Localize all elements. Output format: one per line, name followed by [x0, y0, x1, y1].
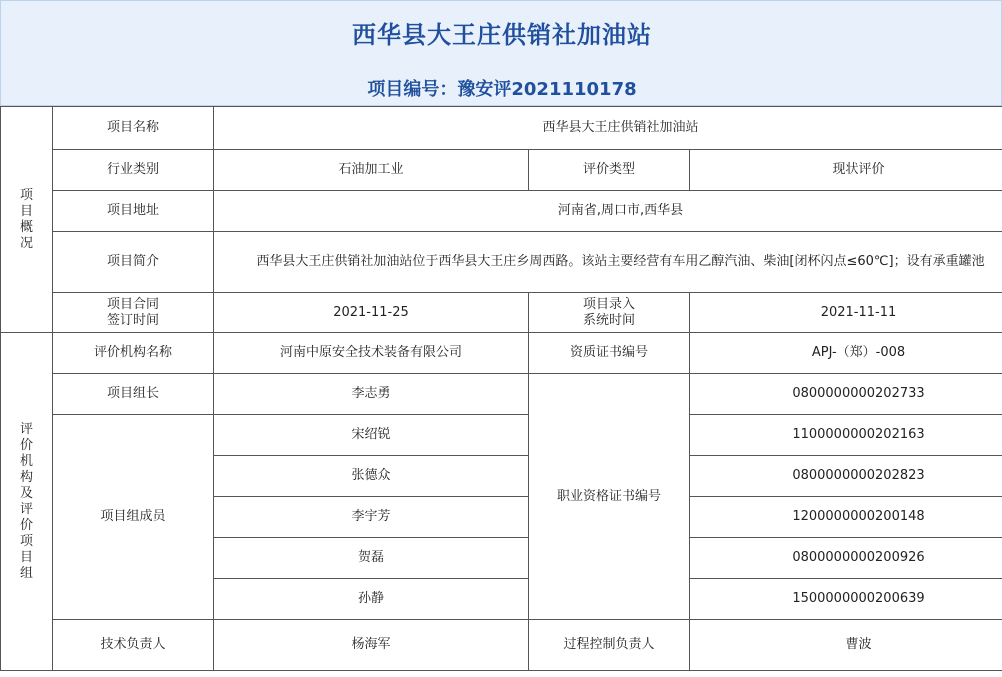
project-number: 项目编号：豫安评2021110178 [367, 79, 637, 100]
industry-value: 石油加工业 [214, 150, 529, 191]
person-name: 李宇芳 [214, 497, 529, 538]
person-cert: 1500000000200639 [690, 579, 1002, 620]
table-row [1, 293, 1002, 333]
address-label: 项目地址 [53, 191, 214, 232]
cert-label: 资质证书编号 [529, 333, 690, 374]
contract-label-line2: 签订时间 [106, 312, 159, 328]
person-cert: 1100000000202163 [690, 415, 1002, 456]
org-name-label: 评价机构名称 [53, 333, 214, 374]
table-row [1, 232, 1002, 293]
contract-time-label [53, 293, 214, 333]
person-name: 宋绍锐 [214, 415, 529, 456]
table-row [1, 620, 1002, 671]
table-row [1, 107, 1002, 150]
address-value: 河南省,周口市,西华县 [214, 191, 1002, 232]
qual-cert-label: 职业资格证书编号 [529, 374, 690, 620]
eval-type-label: 评价类型 [529, 150, 690, 191]
tech-lead-label: 技术负责人 [53, 620, 214, 671]
process-lead-label: 过程控制负责人 [529, 620, 690, 671]
person-name: 贺磊 [214, 538, 529, 579]
table-row [1, 191, 1002, 232]
page-header [0, 0, 1002, 106]
org-name-value: 河南中原安全技术装备有限公司 [214, 333, 529, 374]
team-section-text: 评价机构及评价项目组 [19, 421, 33, 581]
table-row [1, 150, 1002, 191]
person-cert: 1200000000200148 [690, 497, 1002, 538]
table-row [1, 374, 1002, 415]
table-row [1, 415, 1002, 456]
overview-section-label [1, 107, 53, 333]
entry-label-line1: 项目录入 [582, 296, 635, 312]
person-name: 李志勇 [214, 374, 529, 415]
leader-label: 项目组长 [53, 374, 214, 415]
page-title: 西华县大王庄供销社加油站 [352, 21, 652, 49]
process-lead-value: 曹波 [690, 620, 1002, 671]
person-cert: 0800000000202823 [690, 456, 1002, 497]
project-info-table [0, 106, 1002, 671]
entry-time-value: 2021-11-11 [690, 293, 1002, 333]
industry-label: 行业类别 [53, 150, 214, 191]
person-name: 张德众 [214, 456, 529, 497]
overview-section-text: 项目概况 [19, 187, 33, 251]
person-name: 孙静 [214, 579, 529, 620]
entry-time-label [529, 293, 690, 333]
person-cert: 0800000000202733 [690, 374, 1002, 415]
project-name-value: 西华县大王庄供销社加油站 [214, 107, 1002, 150]
summary-value: 西华县大王庄供销社加油站位于西华县大王庄乡周西路。该站主要经营有车用乙醇汽油、柴油[闭杯闪点≤60℃]；设有承重罐池 [214, 232, 1002, 293]
entry-label-line2: 系统时间 [582, 312, 635, 328]
summary-label: 项目简介 [53, 232, 214, 293]
contract-time-value: 2021-11-25 [214, 293, 529, 333]
tech-lead-value: 杨海军 [214, 620, 529, 671]
eval-type-value: 现状评价 [690, 150, 1002, 191]
contract-label-line1: 项目合同 [106, 296, 159, 312]
table-row [1, 333, 1002, 374]
members-label: 项目组成员 [53, 415, 214, 620]
project-name-label: 项目名称 [53, 107, 214, 150]
cert-value: APJ-（郑）-008 [690, 333, 1002, 374]
person-cert: 0800000000200926 [690, 538, 1002, 579]
team-section-label [1, 333, 53, 671]
